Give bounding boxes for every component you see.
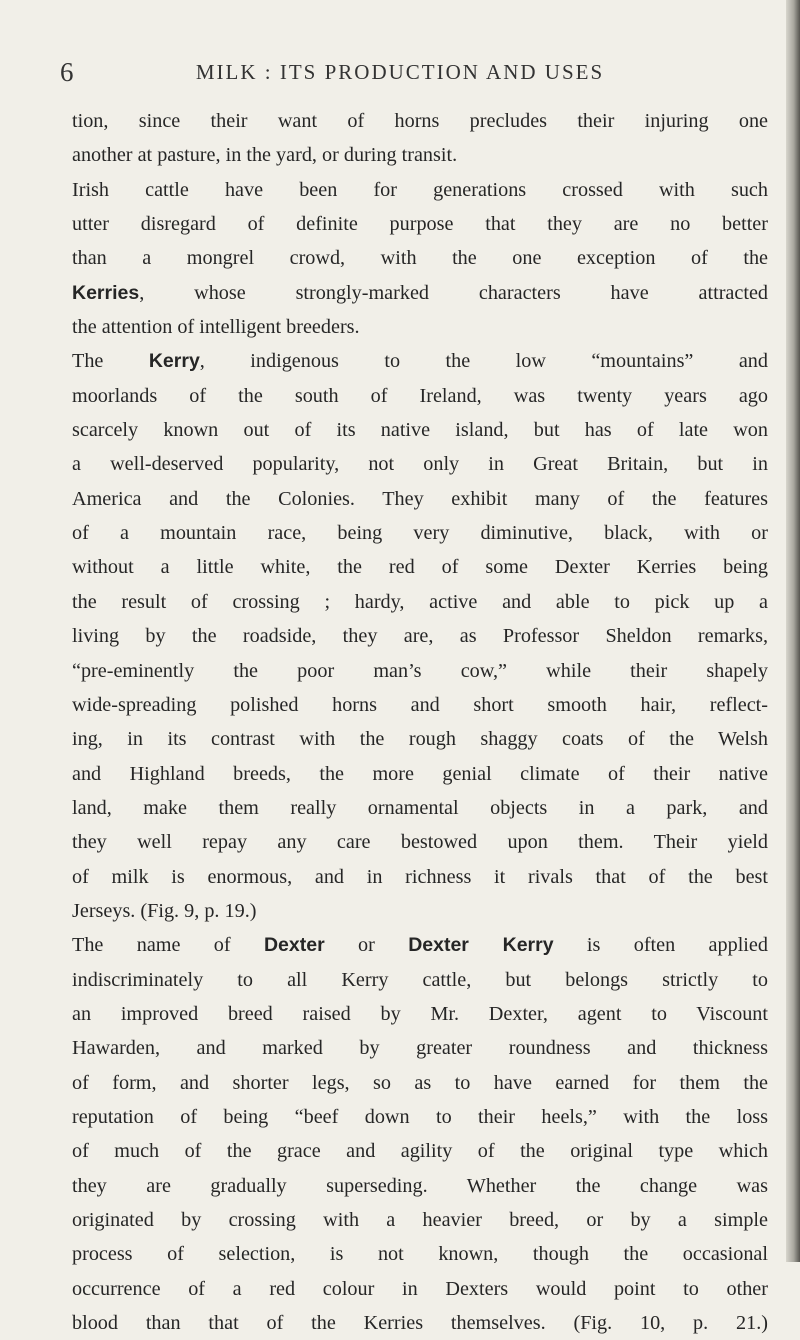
text-line xyxy=(72,1031,768,1065)
text-line xyxy=(72,928,768,962)
text-run: occurrence of a red colour in Dexters would point to other xyxy=(72,1277,768,1300)
text-run: ing, in its contrast with the rough shaggy coats of the Welsh xyxy=(72,728,768,751)
text-run: process of selection, is not known, though the occasional xyxy=(72,1243,768,1266)
text-run: The xyxy=(72,350,149,373)
text-line xyxy=(72,860,768,894)
text-run: without a little white, the red of some Dexter Kerries being xyxy=(72,556,768,579)
text-line xyxy=(72,654,768,688)
text-run: wide-spreading polished horns and short smooth hair, reflect- xyxy=(72,693,768,716)
text-line xyxy=(72,104,768,138)
text-line xyxy=(72,1203,768,1237)
text-line xyxy=(72,894,768,928)
text-run: utter disregard of definite purpose that they are no better xyxy=(72,213,768,236)
text-run: blood than that of the Kerries themselves. (Fig. 10, p. 21.) xyxy=(72,1312,768,1335)
text-line xyxy=(72,276,768,310)
text-line xyxy=(72,1306,768,1340)
page-edge-shadow xyxy=(786,0,800,1262)
text-run: Hawarden, and marked by greater roundness and thickness xyxy=(72,1037,768,1060)
text-line xyxy=(72,585,768,619)
text-run: indiscriminately to all Kerry cattle, but belongs strictly to xyxy=(72,968,768,991)
text-run: the result of crossing ; hardy, active and able to pick up a xyxy=(72,590,768,613)
text-run: of a mountain race, being very diminutive, black, with or xyxy=(72,522,768,545)
text-line xyxy=(72,482,768,516)
text-line xyxy=(72,138,768,172)
text-run: living by the roadside, they are, as Professor Sheldon remarks, xyxy=(72,625,768,648)
text-run: of milk is enormous, and in richness it rivals that of the best xyxy=(72,865,768,888)
text-line xyxy=(72,997,768,1031)
text-line xyxy=(72,791,768,825)
text-line xyxy=(72,310,768,344)
text-run: an improved breed raised by Mr. Dexter, agent to Viscount xyxy=(72,1002,768,1025)
text-run: of form, and shorter legs, so as to have earned for them the xyxy=(72,1071,768,1094)
text-line xyxy=(72,241,768,275)
text-run: tion, since their want of horns precludes their injuring one xyxy=(72,110,768,132)
text-run: than a mongrel crowd, with the one exception of the xyxy=(72,247,768,270)
text-line xyxy=(72,344,768,378)
text-run: scarcely known out of its native island, but has of late won xyxy=(72,419,768,442)
text-run: Irish cattle have been for generations crossed with such xyxy=(72,178,768,201)
bold-term: Kerries xyxy=(72,281,140,304)
bold-term: Dexter Kerry xyxy=(408,934,554,957)
text-run: moorlands of the south of Ireland, was twenty years ago xyxy=(72,384,768,407)
running-head: MILK : ITS PRODUCTION AND USES xyxy=(195,60,605,84)
text-run: and Highland breeds, the more genial climate of their native xyxy=(72,762,768,785)
text-line xyxy=(72,688,768,722)
text-run: a well-deserved popularity, not only in Great Britain, but in xyxy=(72,453,768,476)
bold-term: Dexter xyxy=(263,934,325,957)
text-run: , whose strongly-marked characters have attracted xyxy=(139,281,768,304)
text-line xyxy=(72,963,768,997)
text-line xyxy=(72,757,768,791)
text-run: the attention of intelligent breeders. xyxy=(72,316,360,339)
page-header xyxy=(0,52,800,92)
text-line xyxy=(72,1272,768,1306)
text-run: they are gradually superseding. Whether the change was xyxy=(72,1174,768,1197)
text-line xyxy=(72,1237,768,1271)
text-run: The name of xyxy=(72,934,264,957)
bold-term: Kerry xyxy=(148,350,200,373)
page-number: 6 xyxy=(60,57,74,87)
text-run: of much of the grace and agility of the original type which xyxy=(72,1140,768,1163)
text-run: originated by crossing with a heavier breed, or by a simple xyxy=(72,1209,768,1231)
text-line xyxy=(72,1100,768,1134)
text-run: is often applied xyxy=(553,934,768,957)
text-run: another at pasture, in the yard, or during transit. xyxy=(72,144,458,167)
text-run: they well repay any care bestowed upon them. Their yield xyxy=(72,831,768,854)
body-text xyxy=(72,104,768,1340)
text-run: land, make them really ornamental objects in a park, and xyxy=(72,796,768,819)
text-run: reputation of being “beef down to their heels,” with the loss xyxy=(72,1105,768,1128)
text-line xyxy=(72,173,768,207)
text-line xyxy=(72,447,768,481)
text-line xyxy=(72,413,768,447)
text-line xyxy=(72,1169,768,1203)
text-run: “pre-eminently the poor man’s cow,” while their shapely xyxy=(72,659,768,682)
text-run: , indigenous to the low “mountains” and xyxy=(199,350,768,373)
text-line xyxy=(72,207,768,241)
text-run: or xyxy=(324,934,409,957)
text-line xyxy=(72,379,768,413)
text-line xyxy=(72,516,768,550)
text-line xyxy=(72,1066,768,1100)
text-run: Jerseys. (Fig. 9, p. 19.) xyxy=(72,899,257,922)
text-line xyxy=(72,1134,768,1168)
text-line xyxy=(72,825,768,859)
text-line xyxy=(72,722,768,756)
text-line xyxy=(72,619,768,653)
text-line xyxy=(72,550,768,584)
text-run: America and the Colonies. They exhibit many of the features xyxy=(72,487,768,510)
